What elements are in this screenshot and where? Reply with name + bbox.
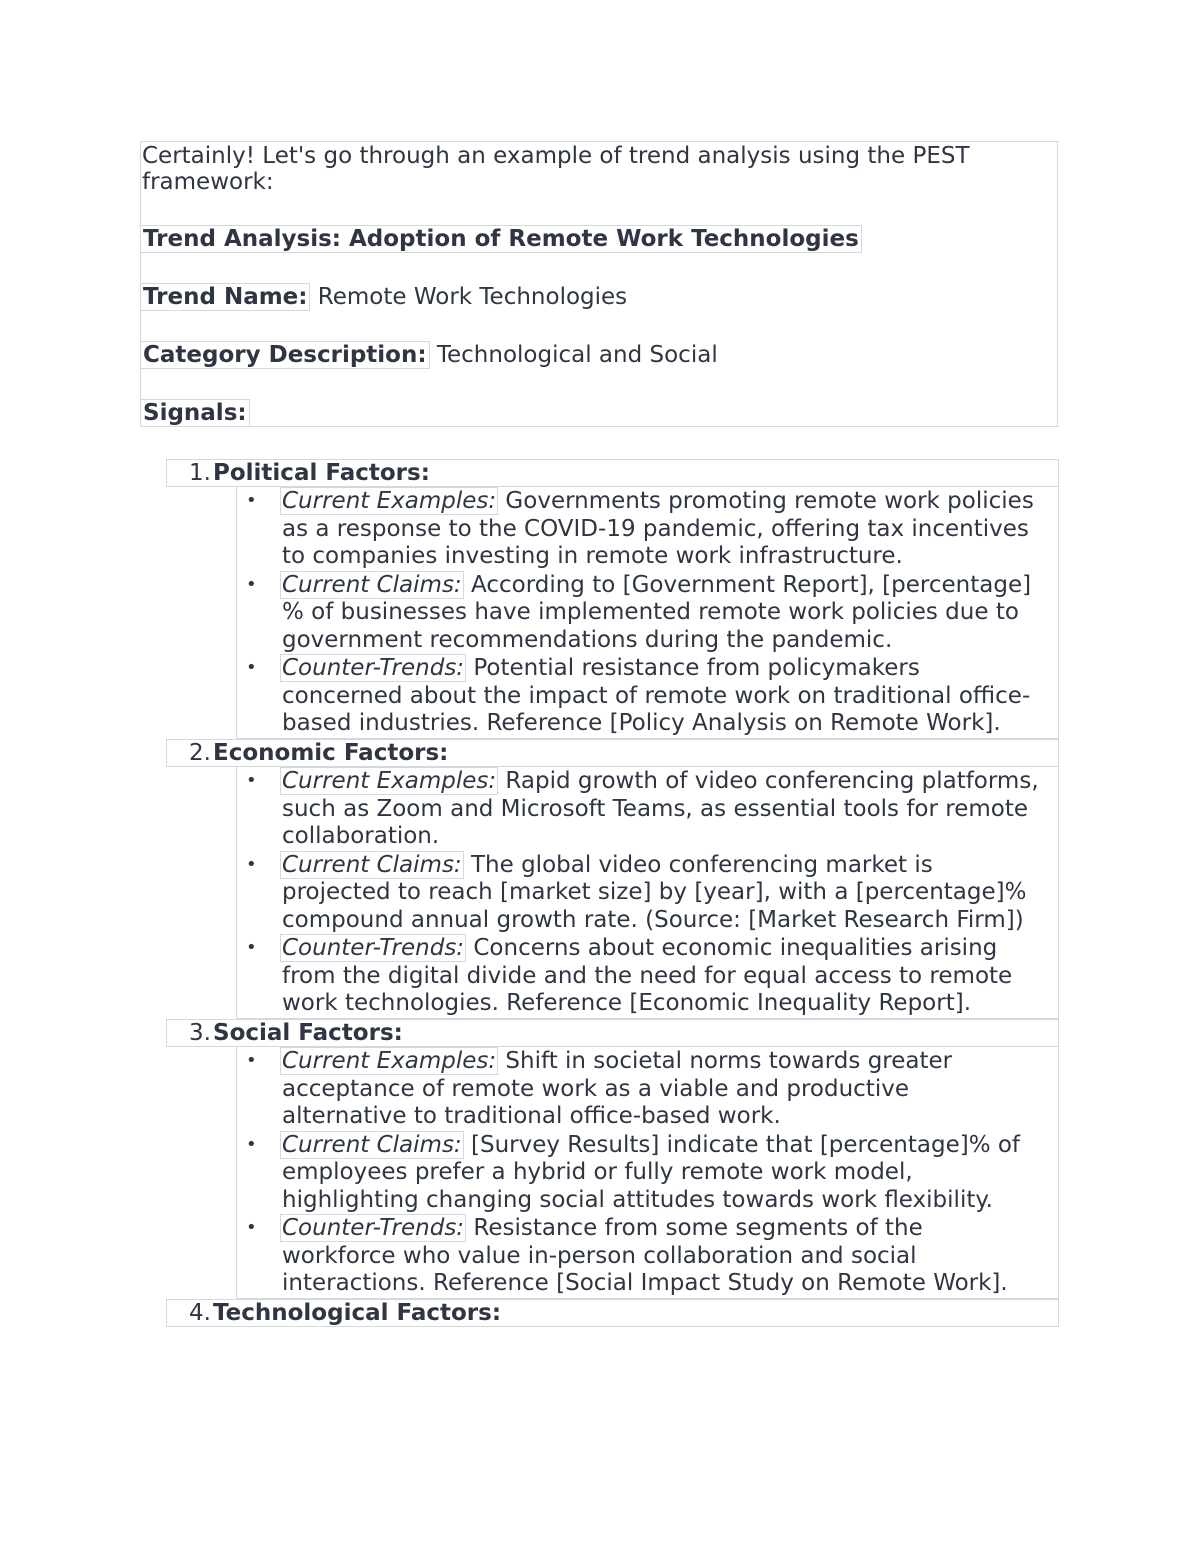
item-text: work technologies. Reference [Economic Inequality Report]. [282,990,972,1017]
item-text: concerned about the impact of remote work on traditional office- [282,682,1031,709]
signals-label: Signals: [140,399,250,427]
list-item-line [282,907,1024,934]
list-item-line [282,683,1030,710]
item-label: Current Examples: [282,1048,497,1074]
category-label: Category Description: [140,341,430,369]
category-line [140,342,718,368]
section-title: Technological Factors: [213,1300,502,1326]
item-text: Potential resistance from policymakers [466,655,920,681]
item-text: highlighting changing social attitudes towards work flexibility. [282,1186,993,1213]
item-text: Rapid growth of video conferencing platforms, [498,768,1039,794]
list-item-line [282,823,439,850]
section-title: Social Factors: [213,1020,403,1046]
section-row [166,1299,1059,1327]
bullet-icon: • [246,937,257,958]
list-item-line [282,1048,952,1075]
trend-analysis-heading [140,226,862,252]
item-text: compound annual growth rate. (Source: [Market Research Firm]) [282,906,1024,933]
item-text: such as Zoom and Microsoft Teams, as essential tools for remote [282,795,1029,822]
item-text: as a response to the COVID-19 pandemic, offering tax incentives [282,515,1029,542]
category-value: Technological and Social [429,342,718,368]
item-text: to companies investing in remote work infrastructure. [282,543,903,570]
item-label: Counter-Trends: [282,1215,465,1241]
bullet-icon: • [246,657,257,678]
item-text: collaboration. [282,823,440,850]
item-text: workforce who value in-person collaboration and social [282,1242,917,1269]
item-text: According to [Government Report], [percentage] [463,571,1032,598]
list-item-line [282,852,933,879]
list-item-line [282,1076,909,1103]
item-text: employees prefer a hybrid or fully remote work model, [282,1159,913,1186]
list-item-line [282,768,1039,795]
list-item-line [282,516,1029,543]
item-label: Current Examples: [282,488,497,514]
trend-name-value: Remote Work Technologies [310,284,628,310]
list-item-line [282,599,1019,626]
trend-name-line [140,284,627,310]
item-text: % of businesses have implemented remote work policies due to [282,599,1019,626]
list-item-line [282,1270,1008,1297]
list-item-line [282,572,1031,599]
item-label: Current Claims: [282,571,462,598]
bullet-icon: • [246,573,257,595]
item-text: Shift in societal norms towards greater [498,1048,953,1074]
item-label: Counter-Trends: [282,655,465,681]
item-label: Counter-Trends: [282,935,465,961]
heading-text: Trend Analysis: Adoption of Remote Work Technologies [140,225,862,253]
list-item-line [282,796,1028,823]
list-item-line [282,1187,993,1214]
intro-line-1: Certainly! Let's go through an example of trend analysis using the PEST [142,143,970,169]
bullet-icon: • [246,1217,257,1238]
section-row [166,739,1059,767]
list-item-line [282,655,920,682]
item-text: based industries. Reference [Policy Analysis on Remote Work]. [282,710,1001,737]
item-text: The global video conferencing market is [463,851,933,878]
item-text: Concerns about economic inequalities arising [466,935,998,961]
list-item-line [282,1159,913,1186]
item-label: Current Examples: [282,768,497,794]
list-item-line [282,710,1001,737]
section-number: 4. [189,1300,211,1326]
signals-line [140,400,250,426]
item-text: from the digital divide and the need for equal access to remote [282,962,1013,989]
list-item-line [282,963,1012,990]
item-text: Resistance from some segments of the [466,1215,923,1241]
bullet-icon: • [246,1133,257,1155]
section-number: 3. [189,1020,211,1046]
list-item-line [282,879,1026,906]
list-item-line [282,627,892,654]
item-text: projected to reach [market size] by [year], with a [percentage]% [282,879,1027,906]
section-number: 1. [189,460,211,486]
list-item-line [282,1103,781,1130]
item-text: Governments promoting remote work policies [498,488,1034,514]
bullet-icon: • [246,490,257,511]
list-item-line [282,1132,1020,1159]
bullet-icon: • [246,1050,257,1071]
section-title: Political Factors: [213,460,430,486]
list-item-line [282,990,971,1017]
item-label: Current Claims: [282,851,462,878]
list-item-line [282,488,1034,515]
list-item-line [282,1215,923,1242]
item-text: alternative to traditional office-based work. [282,1103,781,1130]
list-item-line [282,1243,917,1270]
section-row [166,459,1059,487]
section-title: Economic Factors: [213,740,449,766]
list-item-line [282,935,997,962]
list-item-line [282,543,903,570]
section-number: 2. [189,740,211,766]
item-text: [Survey Results] indicate that [percentage]% of [463,1131,1021,1158]
bullet-icon: • [246,853,257,875]
trend-name-label: Trend Name: [140,283,310,311]
item-text: government recommendations during the pandemic. [282,626,893,653]
item-label: Current Claims: [282,1131,462,1158]
item-text: acceptance of remote work as a viable and productive [282,1075,909,1102]
section-row [166,1019,1059,1047]
item-text: interactions. Reference [Social Impact Study on Remote Work]. [282,1270,1008,1297]
bullet-icon: • [246,770,257,791]
intro-line-2: framework: [142,169,274,195]
